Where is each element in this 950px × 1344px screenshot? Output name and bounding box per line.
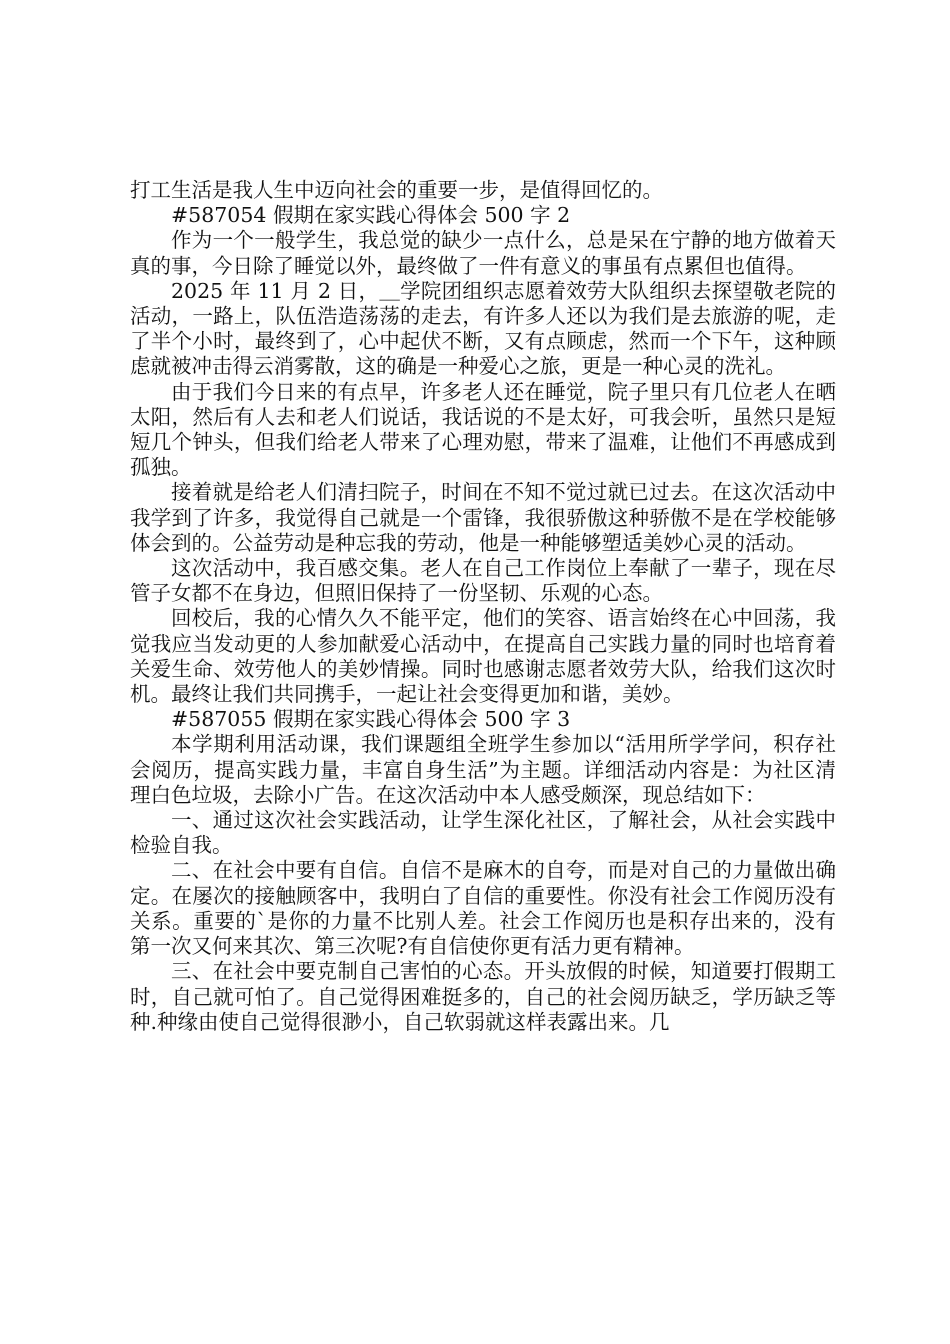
paragraph: 二、在社会中要有自信。自信不是麻木的自夸，而是对自己的力量做出确定。在屡次的接触顾客中，我明白了自信的重要性。你没有社会工作阅历没有关系。重要的`是你的力量不比别人差。社会工作阅历也是积存出来的，没有第一次又何来其次、第三次呢?有自信使你更有活力更有精神。 <box>130 858 836 959</box>
paragraph: 接着就是给老人们清扫院子，时间在不知不觉过就已过去。在这次活动中我学到了许多，我觉得自己就是一个雷锋，我很骄傲这种骄傲不是在学校能够体会到的。公益劳动是种忘我的劳动，他是一种能够塑适美妙心灵的活动。 <box>130 480 836 555</box>
paragraph-continued: 打工生活是我人生中迈向社会的重要一步，是值得回忆的。 <box>130 178 663 202</box>
section-heading-3: #587055 假期在家实践心得体会 500 字 3 <box>171 707 571 732</box>
paragraph: 这次活动中，我百感交集。老人在自己工作岗位上奉献了一辈子，现在尽管子女都不在身边，但照旧保持了一份坚韧、乐观的心态。 <box>130 556 836 606</box>
paragraph: 由于我们今日来的有点早，许多老人还在睡觉，院子里只有几位老人在晒太阳，然后有人去和老人们说话，我话说的不是太好，可我会听，虽然只是短短几个钟头，但我们给老人带来了心理劝慰，带来了温难，让他们不再感成到孤独。 <box>130 379 836 480</box>
paragraph: 回校后，我的心情久久不能平定，他们的笑容、语言始终在心中回荡，我觉我应当发动更的人参加献爱心活动中，在提高自己实践力量的同时也培育着关爱生命、效劳他人的美妙情操。同时也感谢志愿者效劳大队，给我们这次时机。最终让我们共同携手，一起让社会变得更加和谐，美妙。 <box>130 606 836 707</box>
section-heading-2: #587054 假期在家实践心得体会 500 字 2 <box>171 203 571 228</box>
paragraph: 一、通过这次社会实践活动，让学生深化社区，了解社会，从社会实践中检验自我。 <box>130 808 836 858</box>
paragraph: 本学期利用活动课，我们课题组全班学生参加以“活用所学学问，积存社会阅历，提高实践力量，丰富自身生活”为主题。详细活动内容是：为社区清理白色垃圾，去除小广告。在这次活动中本人感受颇深，现总结如下： <box>130 732 836 807</box>
paragraph: 2025 年 11 月 2 日，＿学院团组织志愿着效劳大队组织去探望敬老院的活动，一路上，队伍浩造荡荡的走去，有许多人还以为我们是去旅游的呢，走了半个小时，最终到了，心中起伏不断，又有点顾虑，然而一个下午，这种顾虑就被冲击得云消雾散，这的确是一种爱心之旅，更是一种心灵的洗礼。 <box>130 278 836 379</box>
document-page <box>130 178 836 1035</box>
paragraph: 三、在社会中要克制自己害怕的心态。开头放假的时候，知道要打假期工时，自己就可怕了。自己觉得困难挺多的，自己的社会阅历缺乏，学历缺乏等种.种缘由使自己觉得很渺小，自己软弱就这样表露出来。几 <box>130 959 836 1034</box>
paragraph: 作为一个一般学生，我总觉的缺少一点什么，总是呆在宁静的地方做着天真的事，今日除了睡觉以外，最终做了一件有意义的事虽有点累但也值得。 <box>130 228 836 278</box>
